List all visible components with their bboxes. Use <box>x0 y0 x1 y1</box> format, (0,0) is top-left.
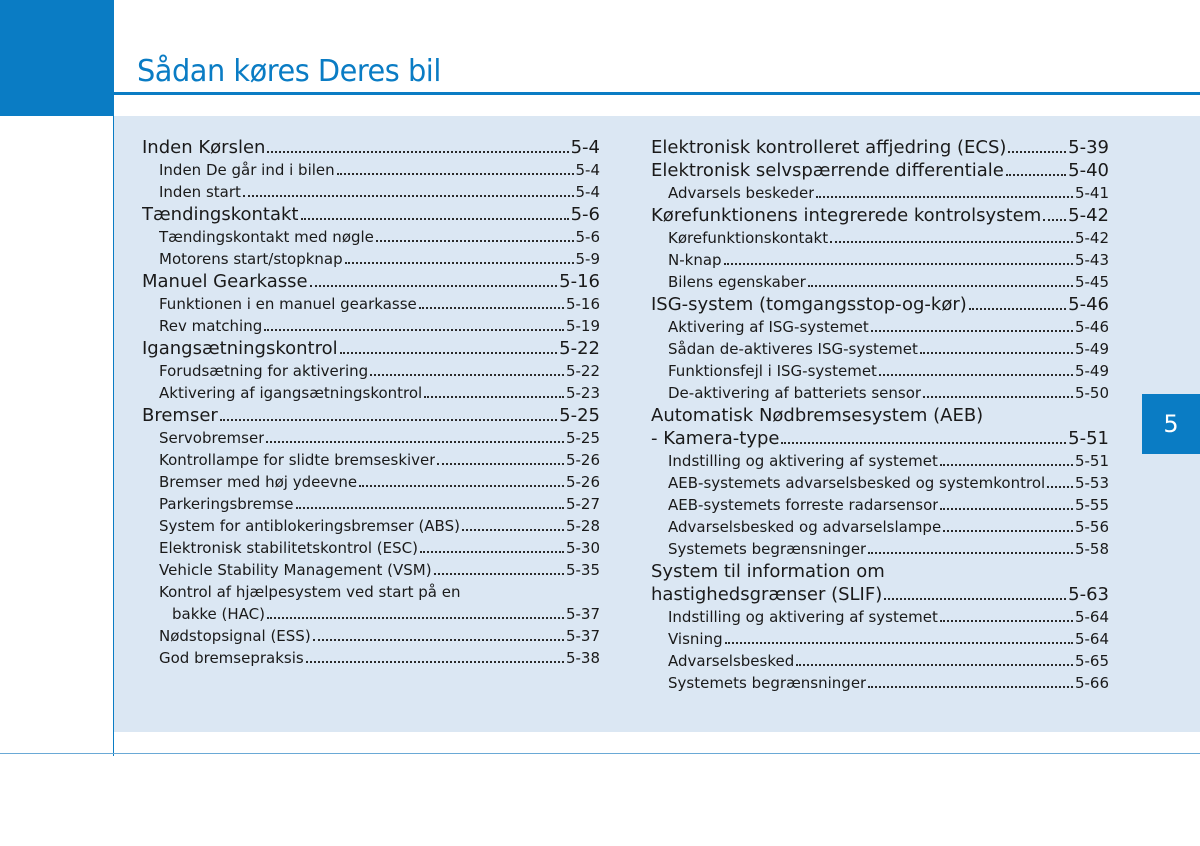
toc-item[interactable]: Bremser med høj ydeevne 5-26 <box>159 473 600 491</box>
toc-item[interactable]: AEB-systemets advarselsbesked og systemkontrol 5-53 <box>668 474 1109 492</box>
bottom-rule <box>0 753 1200 754</box>
toc-item[interactable]: Advarselsbesked 5-65 <box>668 652 1109 670</box>
toc-column-right <box>651 136 1109 694</box>
toc-item[interactable]: N-knap 5-43 <box>668 251 1109 269</box>
toc-item[interactable]: Visning 5-64 <box>668 630 1109 648</box>
toc-heading[interactable]: Elektronisk kontrolleret affjedring (ECS) 5-39 <box>651 137 1109 158</box>
toc-heading[interactable]: Bremser 5-25 <box>142 405 600 426</box>
toc-item[interactable]: Systemets begrænsninger 5-66 <box>668 674 1109 692</box>
toc-item[interactable]: De-aktivering af batteriets sensor 5-50 <box>668 384 1109 402</box>
toc-item[interactable]: Advarsels beskeder 5-41 <box>668 184 1109 202</box>
chapter-tab[interactable]: 5 <box>1142 394 1200 454</box>
title-underline <box>114 92 1200 95</box>
toc-item[interactable]: Vehicle Stability Management (VSM) 5-35 <box>159 561 600 579</box>
toc-heading[interactable]: - Kamera-type 5-51 <box>651 428 1109 449</box>
toc-item-wrapped-line[interactable]: Kontrol af hjælpesystem ved start på en <box>159 583 461 601</box>
toc-item[interactable]: Indstilling og aktivering af systemet 5-64 <box>668 608 1109 626</box>
toc-item[interactable]: bakke (HAC) 5-37 <box>172 605 600 623</box>
toc-item[interactable]: Funktionsfejl i ISG-systemet 5-49 <box>668 362 1109 380</box>
toc-heading-wrapped-line[interactable]: Automatisk Nødbremsesystem (AEB) <box>651 405 984 426</box>
toc-heading[interactable]: Manuel Gearkasse 5-16 <box>142 271 600 292</box>
toc-item[interactable]: Tændingskontakt med nøgle 5-6 <box>159 228 600 246</box>
toc-item[interactable]: Forudsætning for aktivering 5-22 <box>159 362 600 380</box>
toc-item[interactable]: Aktivering af ISG-systemet 5-46 <box>668 318 1109 336</box>
toc-heading[interactable]: Inden Kørslen 5-4 <box>142 137 600 158</box>
toc-heading[interactable]: ISG-system (tomgangsstop-og-kør) 5-46 <box>651 294 1109 315</box>
toc-item[interactable]: Aktivering af igangsætningskontrol 5-23 <box>159 384 600 402</box>
toc-item[interactable]: Inden start 5-4 <box>159 183 600 201</box>
toc-item[interactable]: Funktionen i en manuel gearkasse 5-16 <box>159 295 600 313</box>
toc-heading[interactable]: hastighedsgrænser (SLIF) 5-63 <box>651 584 1109 605</box>
toc-heading[interactable]: Elektronisk selvspærrende differentiale 5-40 <box>651 160 1109 181</box>
toc-item[interactable]: Indstilling og aktivering af systemet 5-51 <box>668 452 1109 470</box>
toc-item[interactable]: God bremsepraksis 5-38 <box>159 649 600 667</box>
toc-heading[interactable]: Kørefunktionens integrerede kontrolsystem 5-42 <box>651 205 1109 226</box>
toc-item[interactable]: AEB-systemets forreste radarsensor 5-55 <box>668 496 1109 514</box>
toc-item[interactable]: Kontrollampe for slidte bremseskiver 5-26 <box>159 451 600 469</box>
toc-item[interactable]: Advarselsbesked og advarselslampe 5-56 <box>668 518 1109 536</box>
toc-item[interactable]: Kørefunktionskontakt 5-42 <box>668 229 1109 247</box>
toc-item[interactable]: Motorens start/stopknap 5-9 <box>159 250 600 268</box>
toc-heading-wrapped-line[interactable]: System til information om <box>651 561 885 582</box>
toc-item[interactable]: Rev matching 5-19 <box>159 317 600 335</box>
toc-item[interactable]: Bilens egenskaber 5-45 <box>668 273 1109 291</box>
toc-item[interactable]: Parkeringsbremse 5-27 <box>159 495 600 513</box>
toc-item[interactable]: Elektronisk stabilitetskontrol (ESC) 5-30 <box>159 539 600 557</box>
toc-item[interactable]: Systemets begrænsninger 5-58 <box>668 540 1109 558</box>
corner-color-block <box>0 0 114 116</box>
toc-item[interactable]: System for antiblokeringsbremser (ABS) 5-28 <box>159 517 600 535</box>
page-title: Sådan køres Deres bil <box>137 54 441 89</box>
left-margin-rule <box>113 116 114 756</box>
toc-item[interactable]: Nødstopsignal (ESS) 5-37 <box>159 627 600 645</box>
toc-item[interactable]: Inden De går ind i bilen 5-4 <box>159 161 600 179</box>
toc-column-left <box>142 136 600 669</box>
toc-item[interactable]: Servobremser 5-25 <box>159 429 600 447</box>
toc-heading[interactable]: Tændingskontakt 5-6 <box>142 204 600 225</box>
toc-heading[interactable]: Igangsætningskontrol 5-22 <box>142 338 600 359</box>
toc-item[interactable]: Sådan de-aktiveres ISG-systemet 5-49 <box>668 340 1109 358</box>
